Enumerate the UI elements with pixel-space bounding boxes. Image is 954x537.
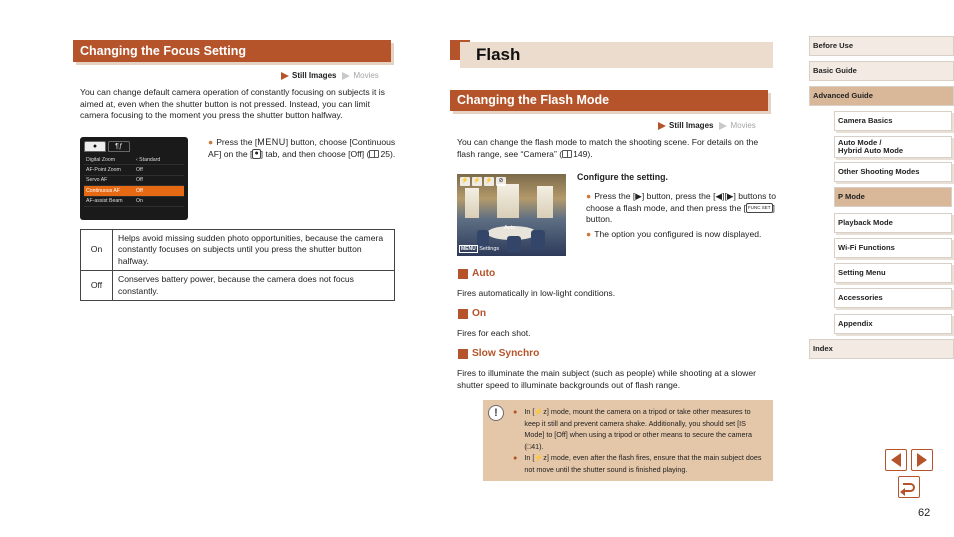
flash-screen-photo xyxy=(457,174,566,256)
page-title: Flash xyxy=(460,42,773,68)
mode-desc-slow-synchro: Fires to illuminate the main subject (such as people) while shooting at a slower shutter speed to illuminate backgrounds out of flash range. xyxy=(457,368,757,390)
focus-options-table xyxy=(80,229,395,301)
flash-on-icon: ⚡ xyxy=(473,178,481,184)
table-row xyxy=(81,230,395,271)
table-row xyxy=(81,271,395,301)
flash-slow-icon: ⚡ xyxy=(485,178,493,184)
flash-intro: You can change the flash mode to match the shooting scene. For details on the flash range, see “Camera” ( 149). xyxy=(457,137,759,159)
flash-section-title: Changing the Flash Mode xyxy=(450,90,768,111)
bullet-icon: ● xyxy=(586,229,592,239)
still-images-label: Still Images xyxy=(669,121,714,130)
mode-desc-on: Fires for each shot. xyxy=(457,328,531,338)
nav-camera-basics[interactable]: Camera Basics xyxy=(834,111,952,131)
cam-menu-row: Servo AF Off xyxy=(84,176,184,186)
note-item: ● In [⚡z] mode, even after the flash fires, ensure that the main subject does not move until the shutter sound is finished playing. xyxy=(513,453,762,474)
cam-menu-row: Digital Zoom ‹ Standard xyxy=(84,155,184,165)
nav-other-shooting-modes[interactable]: Other Shooting Modes xyxy=(834,162,952,182)
page-number: 62 xyxy=(918,507,931,519)
nav-playback-mode[interactable]: Playback Mode xyxy=(834,213,952,233)
photo-auto-label: Auto xyxy=(504,225,516,231)
option-desc: Conserves battery power, because the camera does not focus constantly. xyxy=(113,271,395,301)
flash-auto-icon: ⚡ xyxy=(461,178,469,184)
photo-menu-settings: MENU Settings xyxy=(461,246,500,252)
note-item: ● In [⚡z] mode, mount the camera on a tripod or take other measures to keep it still and prevent camera shake. Additionally, you should set [IS Mode] to [Off] when using a tripod or other means to secure the camera (□41). xyxy=(513,407,752,451)
caution-icon: ! xyxy=(488,405,504,421)
flash-mode-icon-bar xyxy=(460,177,506,186)
focus-step: ● Press the [MENU] button, choose [Continuous AF] on the [ ● ] tab, and then choose [Off] ( 25). xyxy=(208,137,396,159)
mode-heading-auto: Auto xyxy=(458,268,495,279)
nav-auto-mode[interactable]: Auto Mode / Hybrid Auto Mode xyxy=(834,136,952,158)
shooting-mode-badges xyxy=(281,71,379,80)
mode-heading-slow-synchro: Slow Synchro xyxy=(458,348,539,359)
func-set-button-icon: FUNC SET xyxy=(746,203,773,213)
movies-badge-icon xyxy=(719,122,727,130)
mode-heading-on: On xyxy=(458,308,486,319)
option-key: Off xyxy=(81,271,113,301)
option-desc: Helps avoid missing sudden photo opportunities, because the camera constantly focuses on subjects until you press the shutter button halfway. xyxy=(113,230,395,271)
option-key: On xyxy=(81,230,113,271)
flash-off-icon: ⊘ xyxy=(496,177,506,186)
menu-button-icon: MENU xyxy=(257,137,286,147)
focus-section-title: Changing the Focus Setting xyxy=(73,40,391,62)
nav-p-mode[interactable]: P Mode xyxy=(834,187,952,207)
nav-basic-guide[interactable]: Basic Guide xyxy=(809,61,954,81)
return-button[interactable] xyxy=(898,476,920,498)
settings-tab-icon: ¶ƒ xyxy=(108,141,130,152)
nav-before-use[interactable]: Before Use xyxy=(809,36,954,56)
movies-badge-icon xyxy=(342,72,350,80)
return-icon xyxy=(903,483,915,492)
nav-wifi-functions[interactable]: Wi-Fi Functions xyxy=(834,238,952,258)
book-icon xyxy=(369,150,379,158)
bullet-icon: ● xyxy=(586,191,592,201)
still-images-label: Still Images xyxy=(292,71,337,80)
still-images-badge-icon xyxy=(281,72,289,80)
caution-note xyxy=(483,400,773,481)
next-page-button[interactable] xyxy=(911,449,933,471)
shooting-mode-badges xyxy=(658,121,756,130)
cam-menu-row: AF-assist Beam On xyxy=(84,197,184,207)
mode-desc-auto: Fires automatically in low-light conditions. xyxy=(457,288,616,298)
camera-icon: ● xyxy=(254,150,259,158)
heading-square-icon xyxy=(458,349,468,359)
nav-advanced-guide[interactable]: Advanced Guide xyxy=(809,86,954,106)
nav-appendix[interactable]: Appendix xyxy=(834,314,952,334)
nav-accessories[interactable]: Accessories xyxy=(834,288,952,308)
heading-square-icon xyxy=(458,269,468,279)
camera-menu-screenshot xyxy=(80,137,188,220)
movies-label: Movies xyxy=(730,121,756,130)
configure-title: Configure the setting. xyxy=(577,172,668,182)
nav-setting-menu[interactable]: Setting Menu xyxy=(834,263,952,283)
prev-page-button[interactable] xyxy=(885,449,907,471)
flash-step-2: ● The option you configured is now displayed. xyxy=(586,229,762,239)
focus-intro: You can change default camera operation of constantly focusing on subjects it is aimed at, even when the shutter button is not pressed. Instead, you can limit camera focusing to the moment you press the shutter button halfway. xyxy=(80,87,385,121)
chevron-left-icon xyxy=(891,453,901,467)
heading-square-icon xyxy=(458,309,468,319)
camera-icon: ● xyxy=(84,141,106,152)
bullet-icon: ● xyxy=(208,137,214,148)
flash-step-1: ● Press the [▶] button, press the [◀][▶] buttons to choose a flash mode, and then press the [ FUNC SET ] button. xyxy=(586,191,776,225)
nav-index[interactable]: Index xyxy=(809,339,954,359)
book-icon xyxy=(562,150,572,158)
chevron-right-icon xyxy=(917,453,927,467)
cam-menu-row: AF-Point Zoom Off xyxy=(84,165,184,175)
still-images-badge-icon xyxy=(658,122,666,130)
cam-menu-row-selected: Continuous AF Off xyxy=(84,186,184,196)
movies-label: Movies xyxy=(353,71,379,80)
